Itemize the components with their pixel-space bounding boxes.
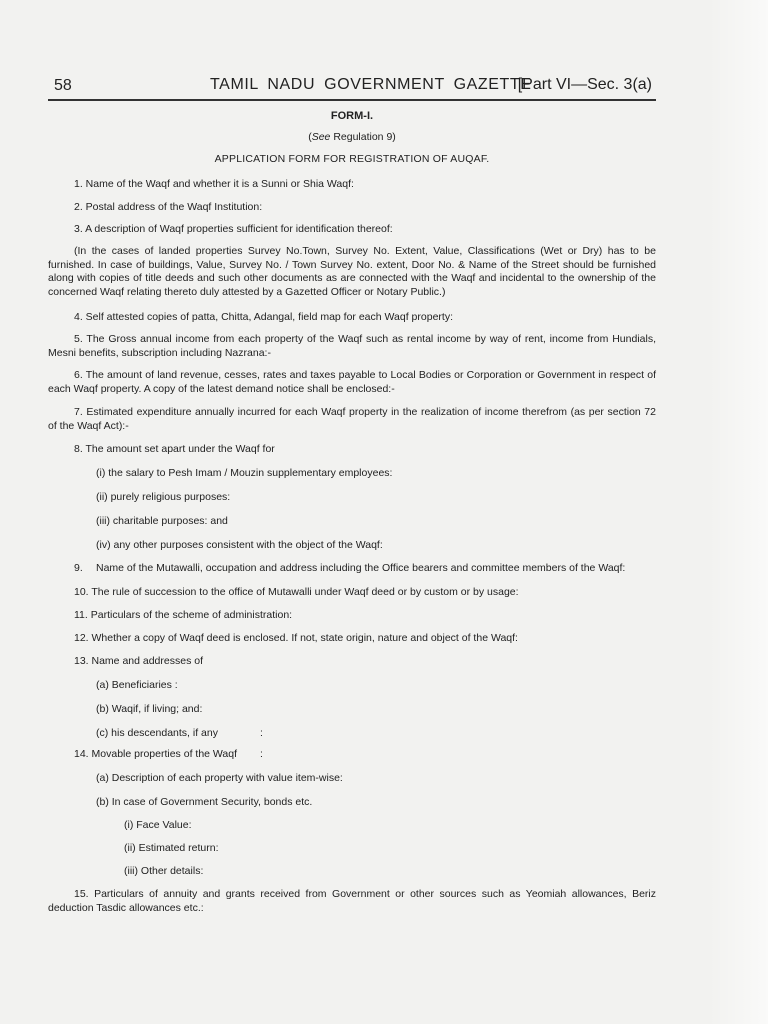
item-14-b-ii: (ii) Estimated return:	[124, 842, 219, 854]
item-14-b: (b) In case of Government Security, bonds etc.	[96, 796, 313, 808]
item-14: 14. Movable properties of the Waqf	[74, 748, 238, 760]
item-13-c: (c) his descendants, if any	[96, 727, 218, 739]
item-5: 5. The Gross annual income from each property of the Waqf such as rental income by way of rent, income from Hundials, Mesni benefits, subscription including Nazrana:-	[48, 333, 656, 359]
item-13: 13. Name and addresses of	[74, 655, 203, 667]
item-4: 4. Self attested copies of patta, Chitta, Adangal, field map for each Waqf property:	[74, 311, 453, 323]
item-7: 7. Estimated expenditure annually incurred for each Waqf property in the realization of income therefrom (as per section 72 of the Waqf Act):-	[48, 406, 656, 432]
page-number: 58	[54, 77, 72, 94]
item-14-b-i: (i) Face Value:	[124, 819, 192, 831]
item-13-c-colon: :	[260, 727, 263, 739]
regulation-rest: Regulation 9)	[330, 131, 396, 143]
item-9: Name of the Mutawalli, occupation and address including the Office bearers and committee members of the Waqf:	[96, 562, 626, 574]
item-8-iii: (iii) charitable purposes: and	[96, 515, 228, 527]
page-header	[48, 75, 656, 99]
item-10: 10. The rule of succession to the office of Mutawalli under Waqf deed or by custom or by usage:	[74, 586, 519, 598]
item-14-b-iii: (iii) Other details:	[124, 865, 204, 877]
item-13-a: (a) Beneficiaries :	[96, 679, 178, 691]
form-title: FORM-I.	[330, 110, 374, 122]
item-12: 12. Whether a copy of Waqf deed is enclosed. If not, state origin, nature and object of the Waqf:	[74, 632, 518, 644]
gazette-title: TAMIL NADU GOVERNMENT GAZETTE	[210, 76, 532, 93]
item-8: 8. The amount set apart under the Waqf for	[74, 443, 275, 455]
item-9-number: 9.	[74, 562, 83, 574]
part-section-label: [Part VI—Sec. 3(a)	[517, 76, 652, 93]
item-11: 11. Particulars of the scheme of administration:	[74, 609, 293, 621]
item-2: 2. Postal address of the Waqf Institution:	[74, 201, 263, 213]
item-14-a: (a) Description of each property with value item-wise:	[96, 772, 343, 784]
item-15: 15. Particulars of annuity and grants received from Government or other sources such as Yeomiah allowances, Beriz deduction Tasdic allowances etc.:	[48, 888, 656, 914]
item-3: 3. A description of Waqf properties sufficient for identification thereof:	[74, 223, 393, 235]
item-8-ii: (ii) purely religious purposes:	[96, 491, 231, 503]
item-1: 1. Name of the Waqf and whether it is a Sunni or Shia Waqf:	[74, 178, 354, 190]
regulation-see: See	[311, 131, 331, 143]
page-edge-shadow	[708, 0, 768, 1024]
regulation-reference	[48, 131, 656, 143]
header-rule	[48, 99, 656, 101]
item-8-i: (i) the salary to Pesh Imam / Mouzin supplementary employees:	[96, 467, 393, 479]
item-8-iv: (iv) any other purposes consistent with the object of the Waqf:	[96, 539, 383, 551]
application-title: APPLICATION FORM FOR REGISTRATION OF AUQAF.	[214, 153, 490, 165]
regulation-open-paren: (	[308, 131, 312, 143]
item-14-colon: :	[260, 748, 263, 760]
item-13-b: (b) Waqif, if living; and:	[96, 703, 203, 715]
item-6: 6. The amount of land revenue, cesses, rates and taxes payable to Local Bodies or Corporation or Government in respect of each Waqf property. A copy of the latest demand notice shall be enclosed:-	[48, 369, 656, 395]
item-3-note: (In the cases of landed properties Survey No.Town, Survey No. Extent, Value, Classifications (Wet or Dry) has to be furnished. In case of buildings, Value, Survey No. / Town Survey No. extent, Door No. & Name of the Street should be furnished along with copies of title deeds and such other documents as are connected with the Waqf and incidental to the ownership of the concerned Waqf relating thereto duly attested by a Gazetted Officer or Notary Public.)	[48, 245, 656, 298]
